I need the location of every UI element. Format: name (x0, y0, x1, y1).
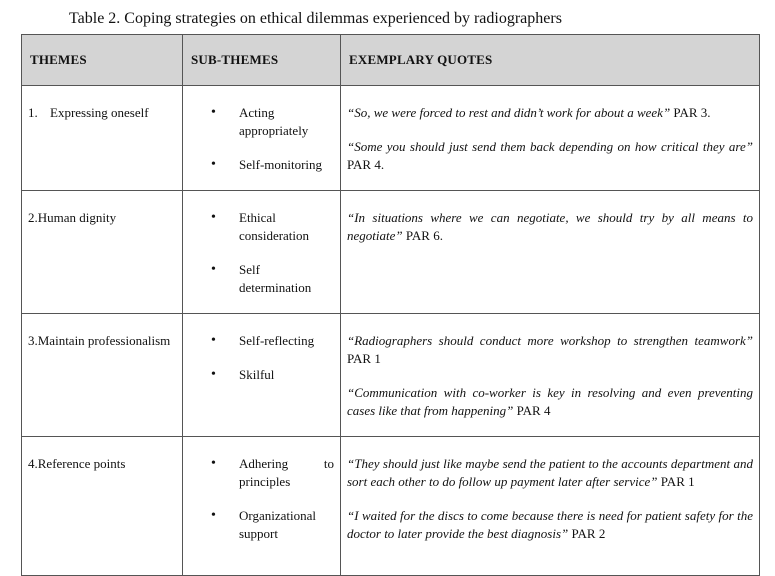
theme-cell (22, 191, 183, 314)
table-caption: Table 2. Coping strategies on ethical dilemmas experienced by radiographers (69, 10, 562, 27)
subtheme-item: • Adhering to principles (211, 455, 334, 491)
quote: “Some you should just send them back depending on how critical they are” PAR 4. (347, 139, 753, 172)
table-row (22, 86, 760, 191)
theme-cell (22, 314, 183, 437)
subtheme-item: • Self-monitoring (211, 156, 334, 174)
coping-strategies-table (21, 34, 760, 576)
quotes-cell (341, 86, 760, 191)
subtheme-item: • Self-reflecting (211, 332, 334, 350)
table-row (22, 191, 760, 314)
subtheme-cell (183, 86, 341, 191)
quote: “So, we were forced to rest and didn’t work for about a week” PAR 3. (347, 105, 711, 120)
header-themes: THEMES (22, 35, 183, 86)
theme-label: 4.Reference points (28, 456, 126, 471)
quote: “Radiographers should conduct more workshop to strengthen teamwork” PAR 1 (347, 333, 753, 366)
quotes-cell (341, 191, 760, 314)
theme-number: 1. (28, 105, 38, 120)
subtheme-item: • Organizational support (211, 507, 334, 543)
theme-label: Expressing oneself (50, 105, 149, 120)
subtheme-item: • Self determination (211, 261, 334, 297)
theme-label: 3.Maintain professionalism (28, 333, 171, 348)
table-row (22, 314, 760, 437)
header-exemplary-quotes: EXEMPLARY QUOTES (341, 35, 760, 86)
theme-label: 2.Human dignity (28, 210, 117, 225)
header-sub-themes: SUB-THEMES (183, 35, 341, 86)
theme-cell (22, 437, 183, 576)
quote: “In situations where we can negotiate, we should try by all means to negotiate” PAR 6. (347, 210, 753, 243)
subtheme-cell (183, 314, 341, 437)
subtheme-cell (183, 437, 341, 576)
quote: “They should just like maybe send the patient to the accounts department and sort each other to do follow up payment later after service” PAR 1 (347, 456, 753, 489)
table-row (22, 437, 760, 576)
quotes-cell (341, 314, 760, 437)
table-header-row (22, 35, 760, 86)
quotes-cell (341, 437, 760, 576)
quote: “I waited for the discs to come because there is need for patient safety for the doctor to later provide the best diagnosis” PAR 2 (347, 508, 753, 541)
theme-cell (22, 86, 183, 191)
subtheme-cell (183, 191, 341, 314)
subtheme-item: • Ethical consideration (211, 209, 334, 245)
subtheme-item: • Skilful (211, 366, 334, 384)
quote: “Communication with co-worker is key in resolving and even preventing cases like that from happening” PAR 4 (347, 385, 753, 418)
subtheme-item: • Acting appropriately (211, 104, 334, 140)
